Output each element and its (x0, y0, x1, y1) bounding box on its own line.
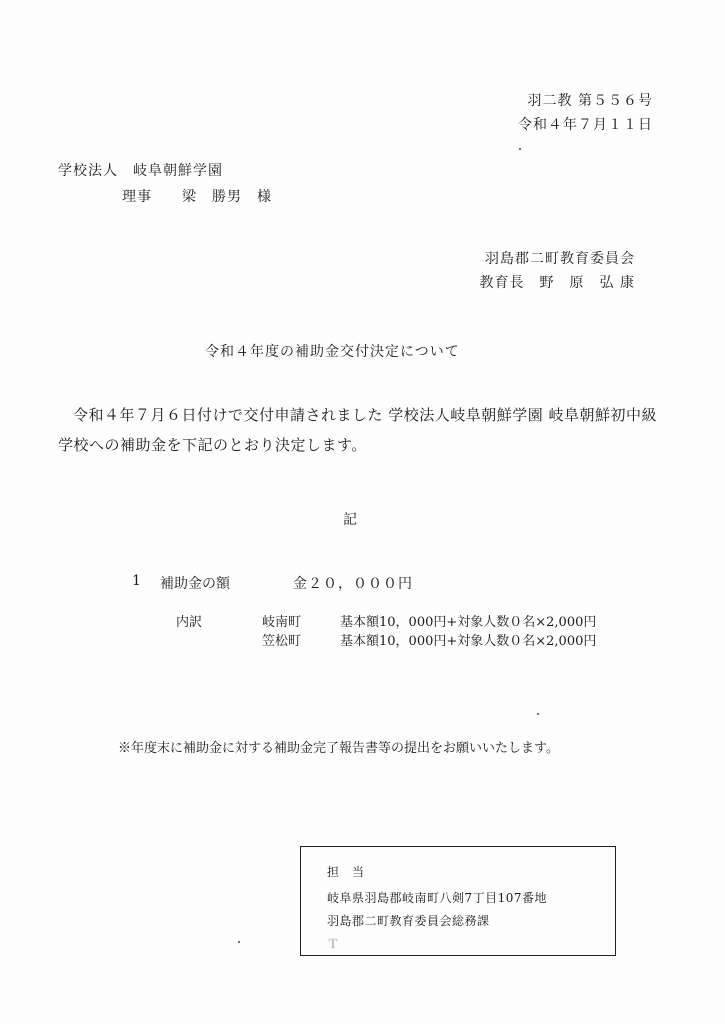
document-body: 令和４年７月６日付けで交付申請されました 学校法人岐阜朝鮮学園 岐阜朝鮮初中級学校への補助金を下記のとおり決定します。 (58, 406, 658, 454)
contact-heading: 担 当 (327, 865, 365, 879)
recipient-name: 理事 梁 勝男 様 (122, 189, 272, 205)
contact-box (300, 846, 616, 956)
breakdown-town: 笠松町 (262, 634, 302, 649)
item-amount: 金２０，０００円 (293, 576, 413, 592)
breakdown-detail: 基本額10，000円+対象人数０名×2,000円 (340, 615, 597, 630)
item-number: 1 (132, 573, 141, 589)
document-title: 令和４年度の補助金交付決定について (205, 344, 460, 360)
contact-department: 羽島郡二町教育委員会総務課 (327, 914, 490, 928)
contact-phone-obscured: Ｔ (327, 937, 565, 951)
scan-speck (537, 713, 539, 715)
issue-date: 令和４年７月１１日 (518, 117, 653, 133)
scan-speck (519, 148, 521, 150)
contact-address: 岐阜県羽島郡岐南町八剣7丁目107番地 (327, 891, 548, 905)
scan-speck (238, 941, 240, 943)
sender-name: 教育長 野 原 弘 康 (479, 275, 635, 291)
sender-organization: 羽島郡二町教育委員会 (485, 251, 635, 267)
breakdown-detail: 基本額10，000円+対象人数０名×2,000円 (340, 634, 597, 649)
reference-number: 羽二教 第５５６号 (527, 93, 653, 109)
item-label: 補助金の額 (160, 576, 230, 592)
breakdown-town: 岐南町 (262, 615, 302, 630)
breakdown-label: 内訳 (176, 615, 203, 630)
ki-marker: 記 (343, 512, 357, 528)
closing-note: ※年度末に補助金に対する補助金完了報告書等の提出をお願いいたします。 (118, 741, 559, 756)
recipient-organization: 学校法人 岐阜朝鮮学園 (58, 163, 223, 179)
